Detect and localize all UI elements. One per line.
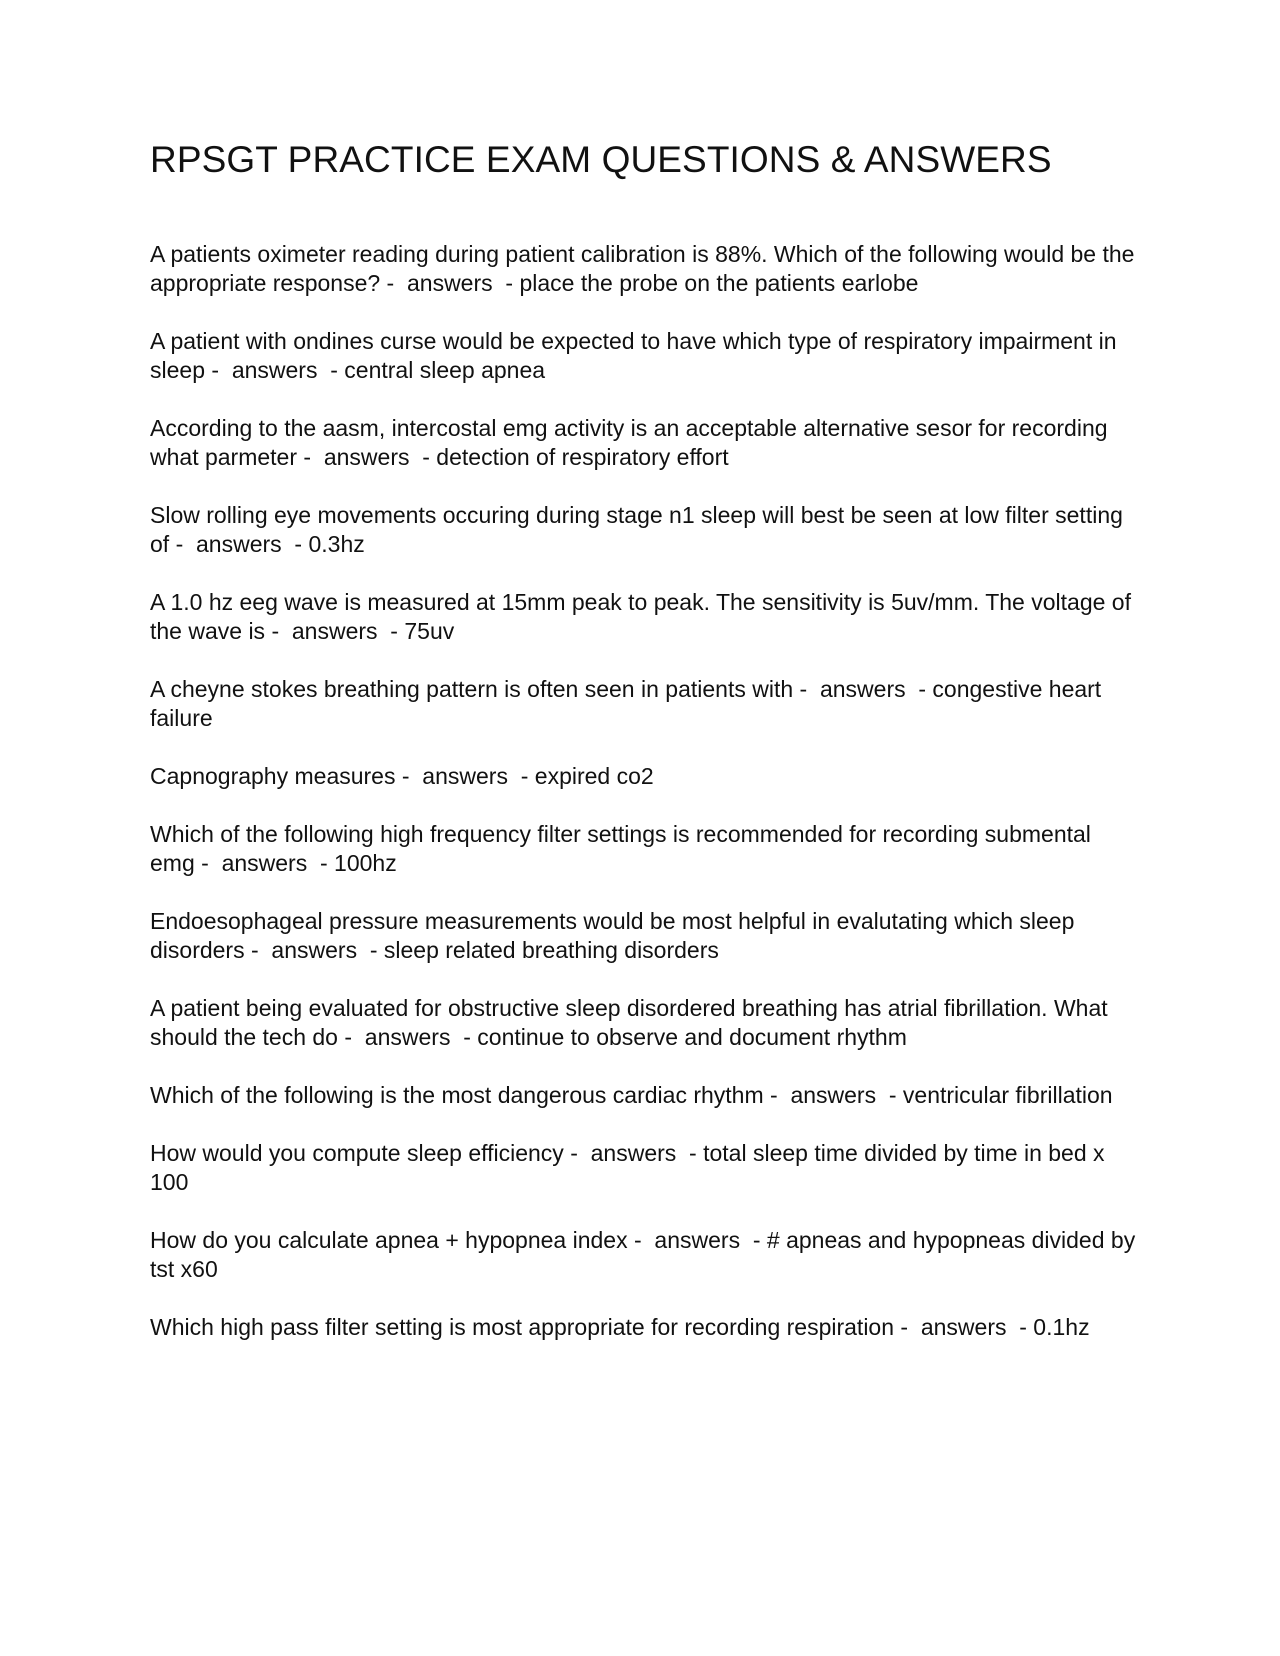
qa-item: How do you calculate apnea + hypopnea index - answers - # apneas and hypopneas divided by tst x60 xyxy=(150,1227,1142,1283)
qa-item: A patient being evaluated for obstructive sleep disordered breathing has atrial fibrillation. What should the tech do - answers - continue to observe and document rhythm xyxy=(150,995,1115,1051)
qa-item: How would you compute sleep efficiency - answers - total sleep time divided by time in bed x 100 xyxy=(150,1140,1111,1196)
qa-list xyxy=(150,240,1140,1342)
qa-item: According to the aasm, intercostal emg activity is an acceptable alternative sesor for recording what parmeter - answers - detection of respiratory effort xyxy=(150,415,1114,471)
qa-item: Slow rolling eye movements occuring during stage n1 sleep will best be seen at low filter setting of - answers - 0.3hz xyxy=(150,502,1130,558)
qa-item: Which high pass filter setting is most appropriate for recording respiration - answers - 0.1hz xyxy=(150,1314,1090,1341)
qa-item: A patients oximeter reading during patient calibration is 88%. Which of the following would be the appropriate response? - answers - place the probe on the patients earlobe xyxy=(150,241,1141,297)
qa-item: Endoesophageal pressure measurements would be most helpful in evalutating which sleep disorders - answers - sleep related breathing disorders xyxy=(150,908,1081,964)
qa-item: A cheyne stokes breathing pattern is often seen in patients with - answers - congestive heart failure xyxy=(150,676,1108,732)
qa-item: Which of the following is the most dangerous cardiac rhythm - answers - ventricular fibrillation xyxy=(150,1082,1113,1109)
document-page xyxy=(150,138,1140,1371)
qa-item: A patient with ondines curse would be expected to have which type of respiratory impairment in sleep - answers - central sleep apnea xyxy=(150,328,1123,384)
qa-item: A 1.0 hz eeg wave is measured at 15mm peak to peak. The sensitivity is 5uv/mm. The voltage of the wave is - answers - 75uv xyxy=(150,589,1138,645)
qa-item: Capnography measures - answers - expired co2 xyxy=(150,763,654,790)
document-title: RPSGT PRACTICE EXAM QUESTIONS & ANSWERS xyxy=(150,139,1052,180)
qa-item: Which of the following high frequency filter settings is recommended for recording submental emg - answers - 100hz xyxy=(150,821,1098,877)
